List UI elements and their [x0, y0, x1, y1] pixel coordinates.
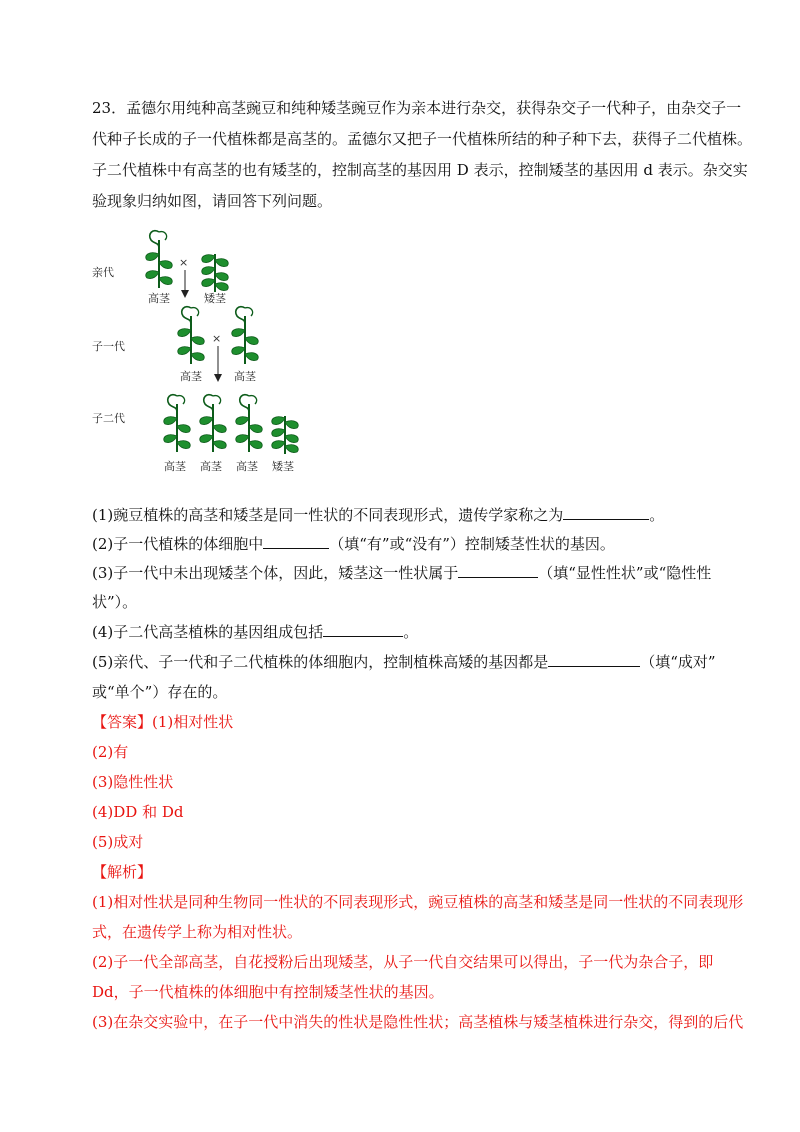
tall-plant-icon — [230, 302, 262, 366]
plant-label: 高茎 — [200, 460, 222, 473]
answer-blank[interactable] — [548, 652, 640, 667]
analysis-line: (1)相对性状是同种生物同一性状的不同表现形式，豌豆植株的高茎和矮茎是同一性状的不同表现形 — [92, 893, 744, 911]
subquestion-3-cont: 状”）。 — [92, 593, 138, 611]
answer-line: (3)隐性性状 — [92, 773, 174, 791]
answer-blank[interactable] — [263, 534, 329, 549]
analysis-line: (2)子一代全部高茎，自花授粉后出现矮茎，从子一代自交结果可以得出，子一代为杂合子，即 — [92, 953, 714, 971]
plant-label: 高茎 — [164, 460, 186, 473]
plant-label: 矮茎 — [204, 292, 226, 305]
subquestion-5: (5)亲代、子一代和子二代植株的体细胞内，控制植株高矮的基因都是 （填“成对” — [92, 653, 716, 671]
tall-plant-icon — [234, 390, 266, 454]
subquestion-2: (2)子一代植株的体细胞中 （填“有”或“没有”）控制矮茎性状的基因。 — [92, 535, 615, 553]
gen-label-f1: 子一代 — [92, 340, 125, 353]
answer-line: (5)成对 — [92, 833, 144, 851]
plant-label: 高茎 — [180, 370, 202, 383]
plant-label: 高茎 — [234, 370, 256, 383]
answer-line: (2)有 — [92, 743, 129, 761]
answer-blank[interactable] — [563, 505, 649, 520]
gen-label-parent: 亲代 — [92, 266, 114, 279]
cross-symbol: × — [212, 332, 222, 345]
subquestion-4: (4)子二代高茎植株的基因组成包括 。 — [92, 623, 419, 641]
plant-label: 矮茎 — [272, 460, 294, 473]
question-line: 代种子长成的子一代植株都是高茎的。孟德尔又把子一代植株所结的种子种下去，获得子二代植株。 — [92, 130, 753, 148]
question-line: 23．孟德尔用纯种高茎豌豆和纯种矮茎豌豆作为亲本进行杂交，获得杂交子一代种子，由杂交子一 — [92, 99, 742, 117]
tall-plant-icon — [198, 390, 230, 454]
cross-symbol: × — [179, 256, 189, 269]
cross-diagram — [92, 232, 312, 482]
gen-label-f2: 子二代 — [92, 412, 125, 425]
tall-plant-icon — [176, 302, 208, 366]
subquestion-3: (3)子一代中未出现矮茎个体，因此，矮茎这一性状属于 （填“显性性状”或“隐性性 — [92, 564, 712, 582]
tall-plant-icon — [162, 390, 194, 454]
answer-heading: 【答案】 — [92, 713, 153, 731]
answer-line: (4)DD 和 Dd — [92, 803, 184, 821]
question-line: 子二代植株中有高茎的也有矮茎的，控制高茎的基因用 D 表示，控制矮茎的基因用 d 表示。杂交实 — [92, 161, 748, 179]
question-line: 验现象归纳如图，请回答下列问题。 — [92, 192, 333, 210]
plant-label: 高茎 — [148, 292, 170, 305]
plant-label: 高茎 — [236, 460, 258, 473]
analysis-line: 式，在遗传学上称为相对性状。 — [92, 923, 303, 941]
short-plant-icon — [200, 246, 232, 294]
subquestion-1: (1)豌豆植株的高茎和矮茎是同一性状的不同表现形式，遗传学家称之为 。 — [92, 506, 665, 524]
analysis-line: Dd，子一代植株的体细胞中有控制矮茎性状的基因。 — [92, 983, 444, 1001]
analysis-heading: 【解析】 — [92, 863, 153, 881]
answer-blank[interactable] — [323, 622, 403, 637]
answer-blank[interactable] — [458, 563, 538, 578]
tall-plant-icon — [144, 226, 176, 290]
arrow-down-icon — [213, 346, 223, 382]
subquestion-5-cont: 或“单个”）存在的。 — [92, 683, 228, 701]
arrow-down-icon — [180, 270, 190, 298]
short-plant-icon — [270, 408, 302, 456]
analysis-line: (3)在杂交实验中，在子一代中消失的性状是隐性性状；高茎植株与矮茎植株进行杂交，得到的后代 — [92, 1013, 744, 1031]
answer-line: 【答案】(1)相对性状 — [92, 713, 234, 731]
